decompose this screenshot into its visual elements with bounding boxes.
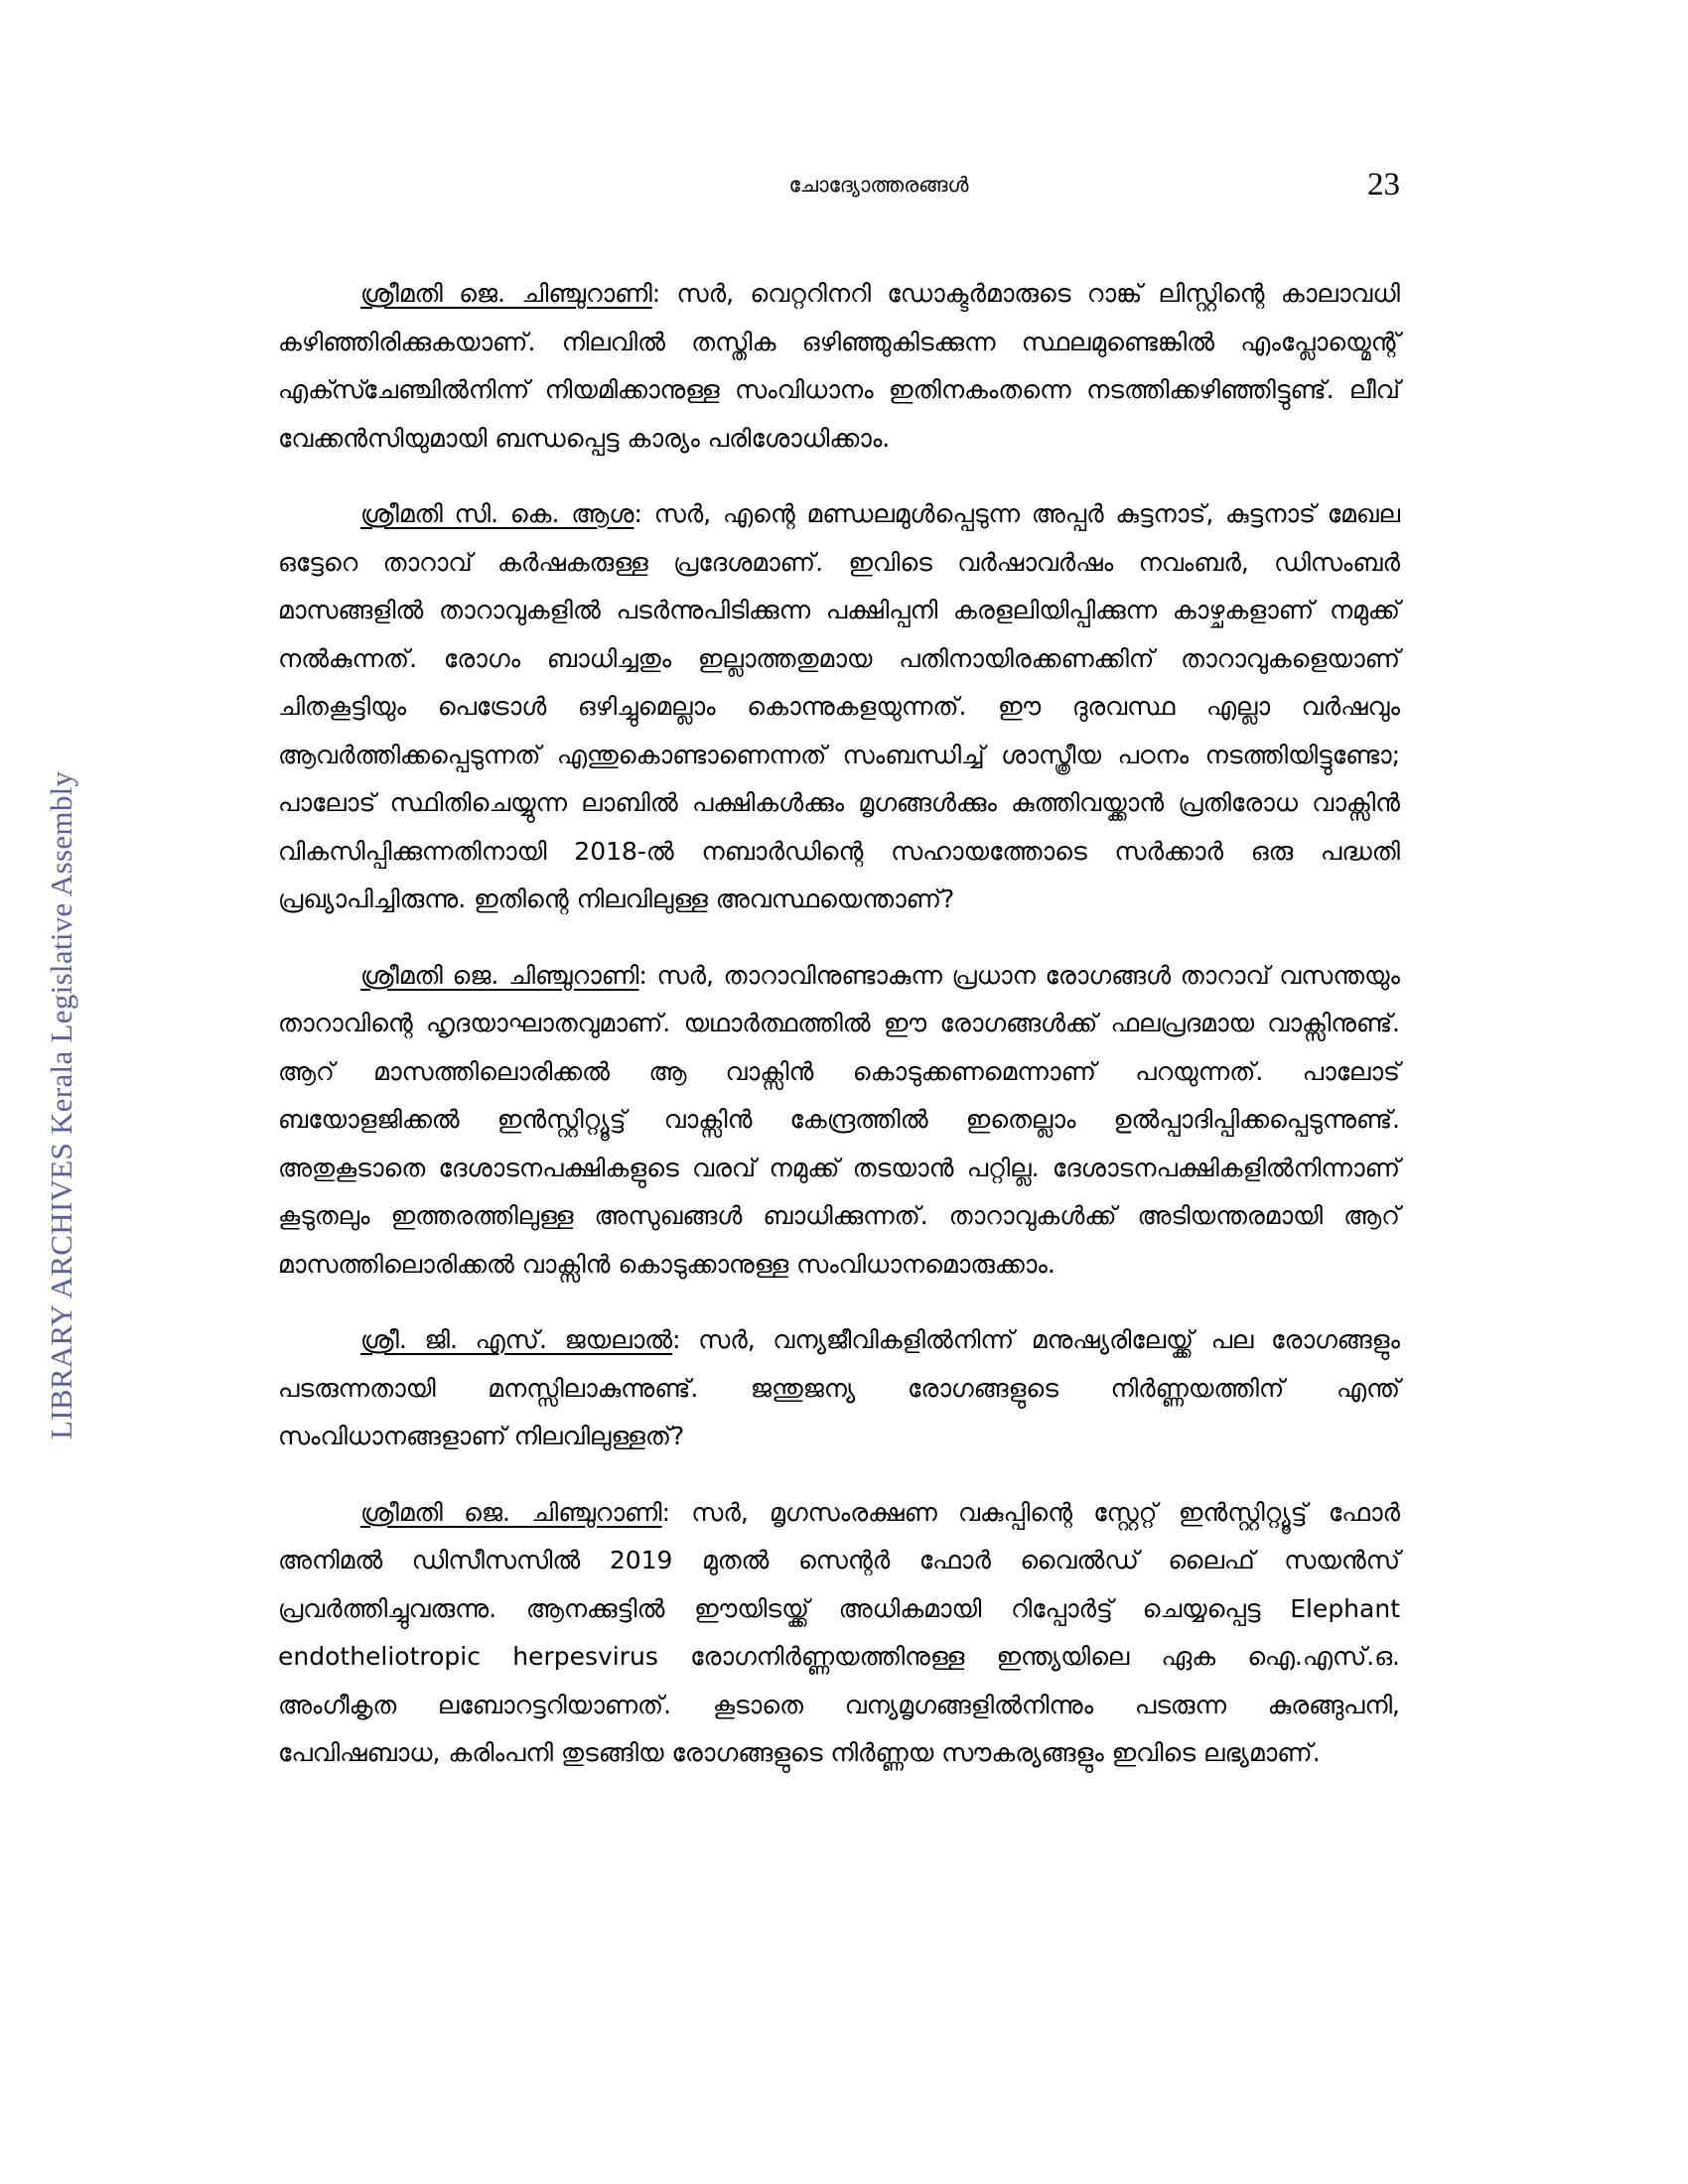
paragraph bbox=[278, 490, 1400, 924]
paragraph-text: സർ, എന്റെ മണ്ഡലമുൾപ്പെടുന്ന അപ്പർ കുട്ടനാട്, കുട്ടനാട് മേഖല ഒട്ടേറെ താറാവ് കർഷകരുള്ള പ്രദേശമാണ്. ഇവിടെ വർഷാവർഷം നവംബർ, ഡിസംബർ മാസങ്ങളിൽ താറാവുകളിൽ പടർന്നുപിടിക്കുന്ന പക്ഷിപ്പനി കരളലിയിപ്പിക്കുന്ന കാഴ്ചകളാണ് നമുക്ക് നൽകുന്നത്. രോഗം ബാധിച്ചതും ഇല്ലാത്തതുമായ പതിനായിരക്കണക്കിന് താറാവുകളെയാണ് ചിതകൂട്ടിയും പെട്രോൾ ഒഴിച്ചുമെല്ലാം കൊന്നുകളയുന്നത്. ഈ ദുരവസ്ഥ എല്ലാ വർഷവും ആവർത്തിക്കപ്പെടുന്നത് എന്തുകൊണ്ടാണെന്നത് സംബന്ധിച്ച് ശാസ്ത്രീയ പഠനം നടത്തിയിട്ടുണ്ടോ; പാലോട് സ്ഥിതിചെയ്യുന്ന ലാബിൽ പക്ഷികൾക്കും മൃഗങ്ങൾക്കും കുത്തിവയ്ക്കാൻ പ്രതിരോധ വാക്സിൻ വികസിപ്പിക്കുന്നതിനായി 2018-ൽ നബാർഡിന്റെ സഹായത്തോടെ സർക്കാർ ഒരു പദ്ധതി പ്രഖ്യാപിച്ചിരുന്നു. ഇതിന്റെ നിലവിലുള്ള അവസ്ഥയെന്താണ്? bbox=[278, 499, 1400, 913]
paragraph bbox=[278, 1316, 1400, 1461]
speaker-name: ശ്രീമതി സി. കെ. ആശ bbox=[360, 499, 634, 528]
speaker-name: ശ്രീമതി ജെ. ചിഞ്ചുറാണി bbox=[360, 960, 639, 990]
speaker-colon: : bbox=[638, 960, 657, 990]
paragraph-text: സർ, വന്യജീവികളിൽനിന്ന് മനുഷ്യരിലേയ്ക്ക് പല രോഗങ്ങളും പടരുന്നതായി മനസ്സിലാകുന്നുണ്ട്. ജന്തുജന്യ രോഗങ്ങളുടെ നിർണ്ണയത്തിന് എന്ത് സംവിധാനങ്ങളാണ് നിലവിലുള്ളത്? bbox=[278, 1325, 1401, 1450]
paragraph-text: സർ, താറാവിനുണ്ടാകുന്ന പ്രധാന രോഗങ്ങൾ താറാവ് വസന്തയും താറാവിന്റെ ഹൃദയാഘാതവുമാണ്. യഥാർത്ഥത്തിൽ ഈ രോഗങ്ങൾക്ക് ഫലപ്രദമായ വാക്സിനുണ്ട്. ആറ് മാസത്തിലൊരിക്കൽ ആ വാക്സിൻ കൊടുക്കണമെന്നാണ് പറയുന്നത്. പാലോട് ബയോളജിക്കൽ ഇൻസ്റ്റിറ്റ്യൂട്ട് വാക്സിൻ കേന്ദ്രത്തിൽ ഇതെല്ലാം ഉൽപ്പാദിപ്പിക്കപ്പെടുന്നുണ്ട്. അതുകൂടാതെ ദേശാടനപക്ഷികളുടെ വരവ് നമുക്ക് തടയാൻ പറ്റില്ല. ദേശാടനപക്ഷികളിൽനിന്നാണ് കൂടുതലും ഇത്തരത്തിലുള്ള അസുഖങ്ങൾ ബാധിക്കുന്നത്. താറാവുകൾക്ക് അടിയന്തരമായി ആറ് മാസത്തിലൊരിക്കൽ വാക്സിൻ കൊടുക്കാനുള്ള സംവിധാനമൊരുക്കാം. bbox=[278, 960, 1400, 1279]
speaker-name: ശ്രീ. ജി. എസ്. ജയലാൽ bbox=[360, 1325, 673, 1354]
speaker-colon: : bbox=[672, 1325, 699, 1354]
speaker-name: ശ്രീമതി ജെ. ചിഞ്ചുറാണി bbox=[360, 1497, 662, 1527]
speaker-colon: : bbox=[633, 499, 654, 528]
proceedings-body bbox=[278, 270, 1400, 1806]
paragraph bbox=[278, 952, 1400, 1290]
speaker-colon: : bbox=[661, 1497, 692, 1527]
paragraph bbox=[278, 1489, 1400, 1778]
page-number: 23 bbox=[1367, 167, 1400, 203]
paragraph bbox=[278, 270, 1400, 463]
running-title: ചോദ്യോത്തരങ്ങൾ bbox=[788, 173, 969, 197]
speaker-name: ശ്രീമതി ജെ. ചിഞ്ചുറാണി bbox=[360, 279, 652, 308]
library-archives-watermark: LIBRARY ARCHIVES Kerala Legislative Assembly bbox=[44, 770, 78, 1439]
paragraph-text: സർ, മൃഗസംരക്ഷണ വകുപ്പിന്റെ സ്റ്റേറ്റ് ഇൻസ്റ്റിറ്റ്യൂട്ട് ഫോർ അനിമൽ ഡിസീസസിൽ 2019 മുതൽ സെന്റർ ഫോർ വൈൽഡ് ലൈഫ് സയൻസ് പ്രവർത്തിച്ചുവരുന്നു. ആനക്കുട്ടിൽ ഈയിടയ്ക്ക് അധികമായി റിപ്പോർട്ട് ചെയ്യപ്പെട്ട Elephant endotheliotropic herpesvirus രോഗനിർണ്ണയത്തിനുള്ള ഇന്ത്യയിലെ ഏക ഐ.എസ്.ഒ. അംഗീകൃത ലബോറട്ടറിയാണത്. കൂടാതെ വന്യമൃഗങ്ങളിൽനിന്നും പടരുന്ന കുരങ്ങുപനി, പേവിഷബാധ, കരിംപനി തുടങ്ങിയ രോഗങ്ങളുടെ നിർണ്ണയ സൗകര്യങ്ങളും ഇവിടെ ലഭ്യമാണ്. bbox=[278, 1497, 1401, 1767]
speaker-colon: : bbox=[651, 279, 677, 308]
page-header bbox=[357, 167, 1400, 216]
paragraph-text: സർ, വെറ്ററിനറി ഡോക്ടർമാരുടെ റാങ്ക് ലിസ്റ്റിന്റെ കാലാവധി കഴിഞ്ഞിരിക്കുകയാണ്. നിലവിൽ തസ്തിക ഒഴിഞ്ഞുകിടക്കുന്ന സ്ഥലമുണ്ടെങ്കിൽ എംപ്ലോയ്മെന്റ് എക്സ്ചേഞ്ചിൽനിന്ന് നിയമിക്കാനുള്ള സംവിധാനം ഇതിനകംതന്നെ നടത്തിക്കഴിഞ്ഞിട്ടുണ്ട്. ലീവ് വേക്കൻസിയുമായി ബന്ധപ്പെട്ട കാര്യം പരിശോധിക്കാം. bbox=[278, 279, 1400, 453]
